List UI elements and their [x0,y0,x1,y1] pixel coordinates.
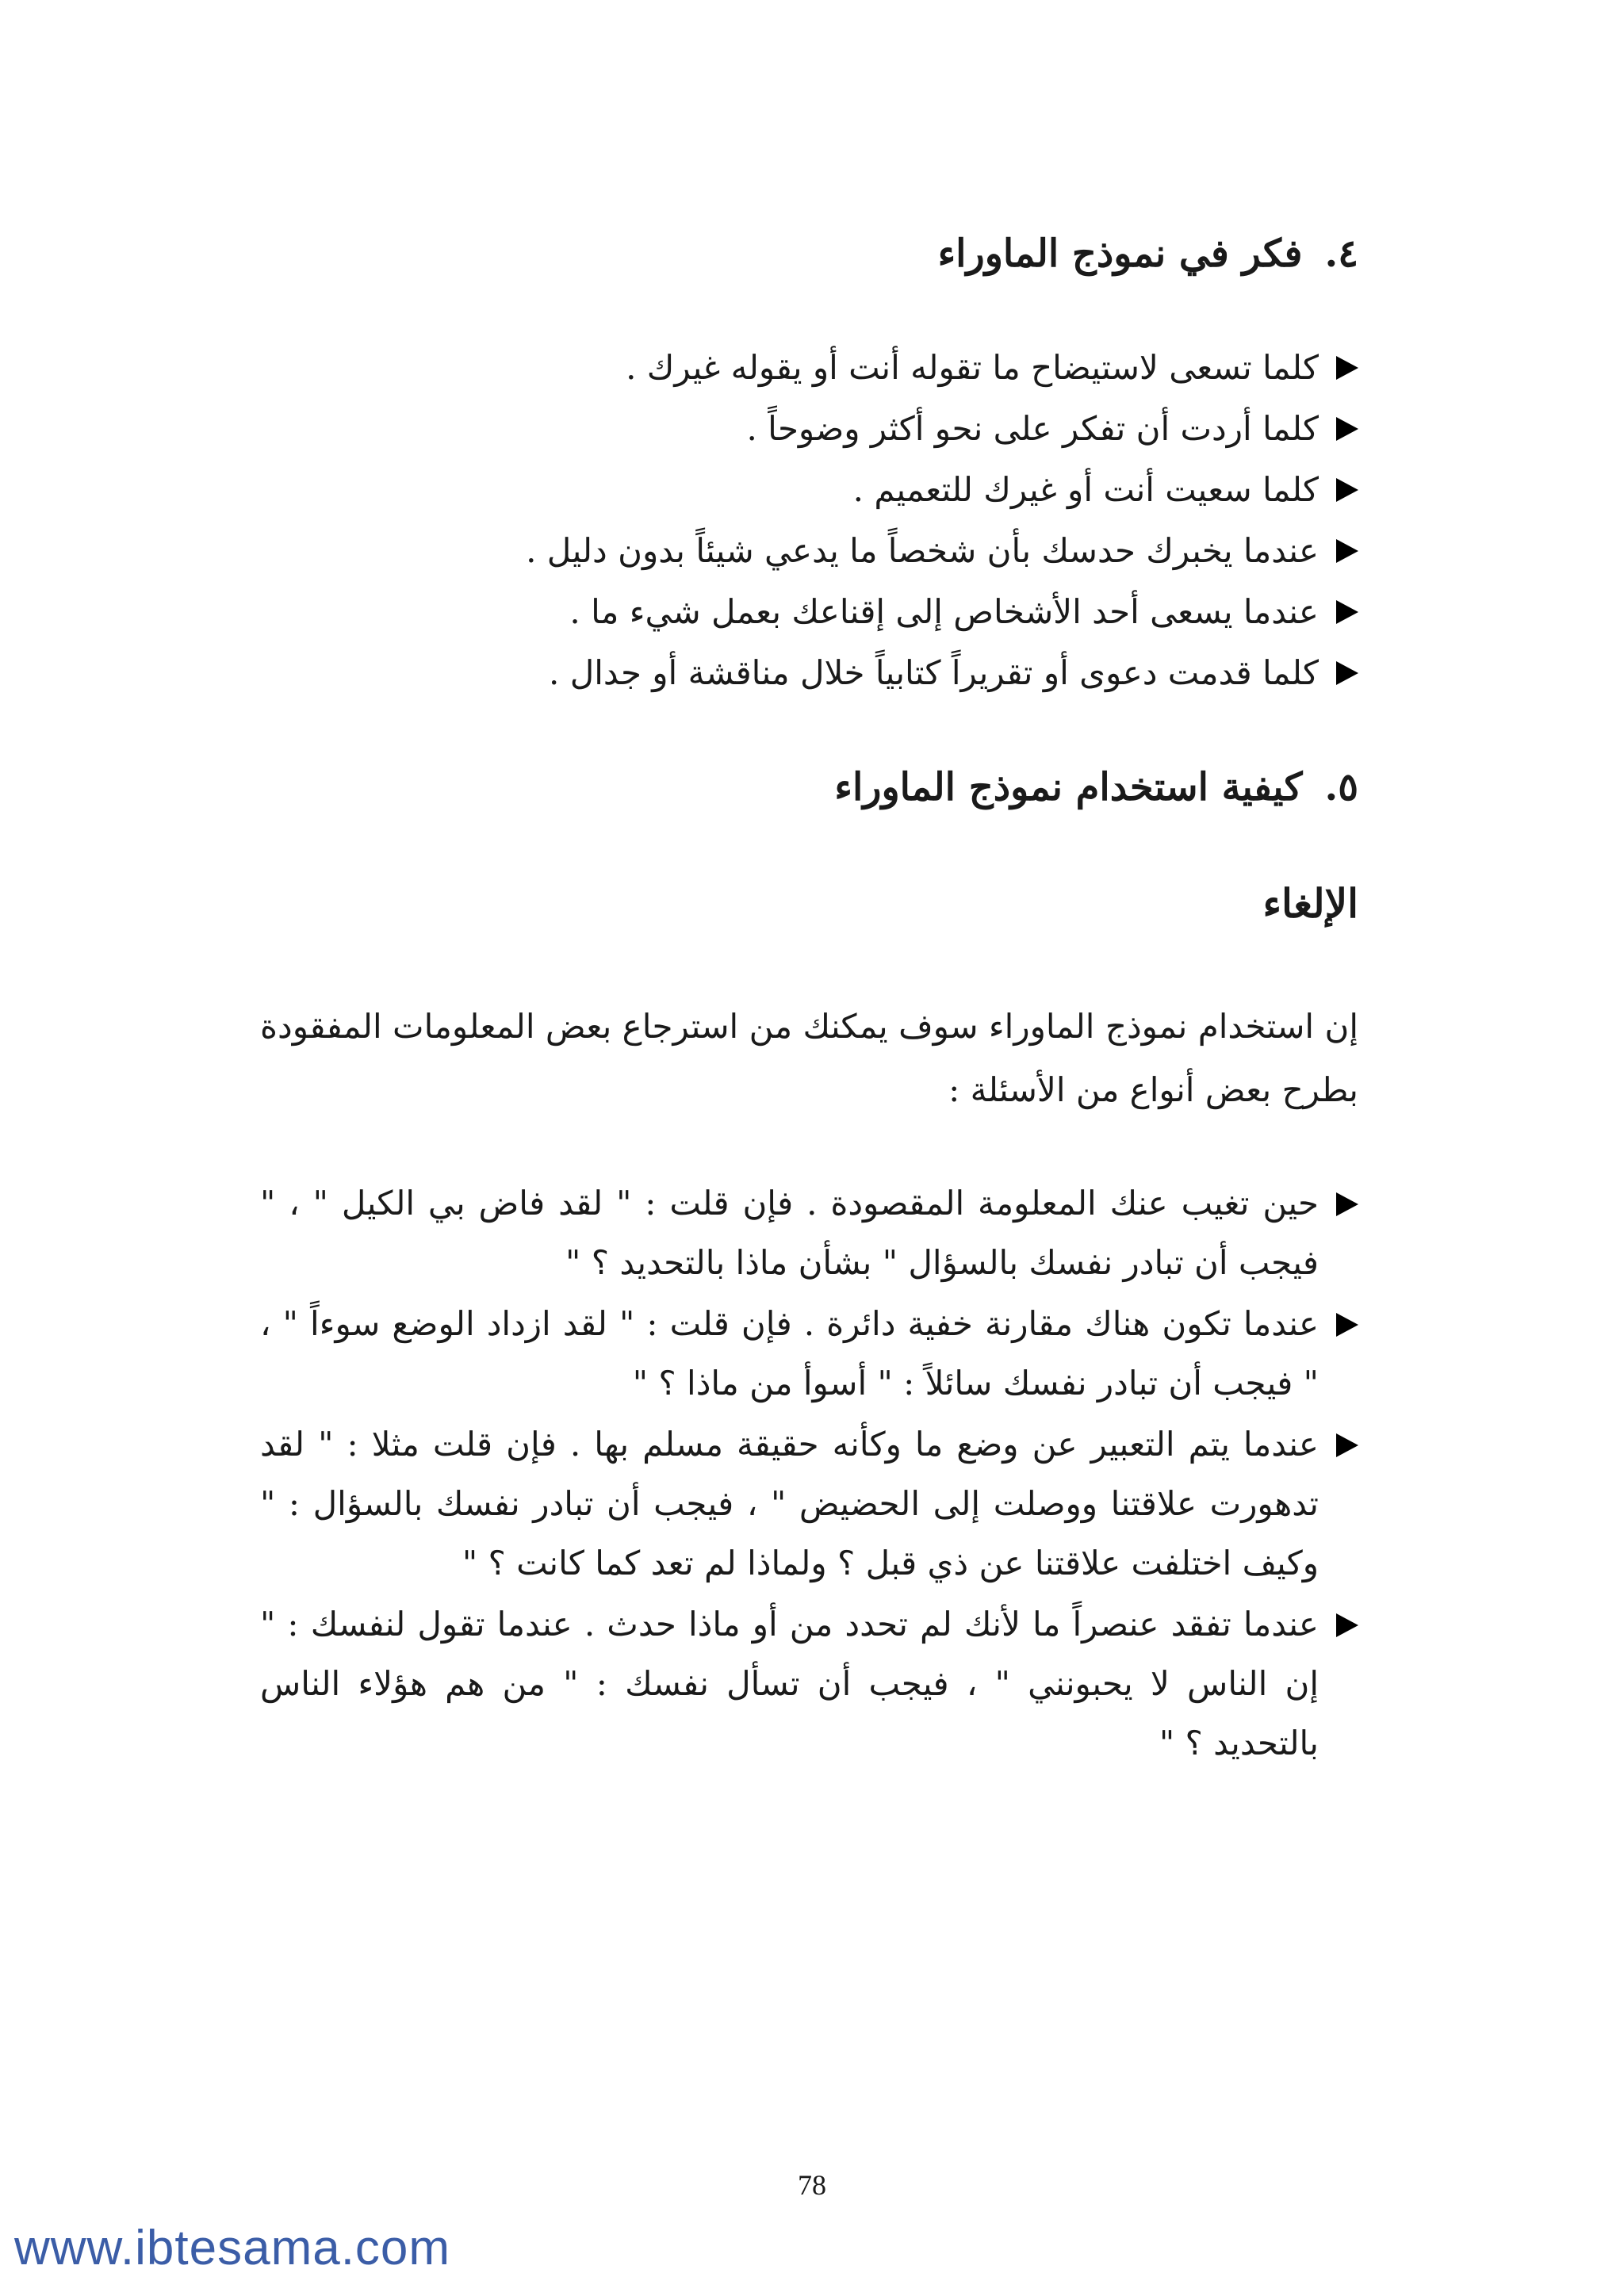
page-number: 78 [798,2169,826,2201]
section-4-number: ٤. [1324,232,1358,276]
website-watermark: www.ibtesama.com [14,2221,451,2275]
list-item [327,398,1358,459]
list-item-text: عندما تفقد عنصراً ما لأنك لم تحدد من أو ماذا حدث . عندما تقول لنفسك : " إن الناس لا يحبونني " ، فيجب أن تسأل نفسك : " من هم هؤلاء الناس بالتحديد ؟ " [260,1605,1319,1762]
section-5-title: كيفية استخدام نموذج الماوراء [834,765,1303,809]
bullet-triangle-icon [1336,1192,1358,1216]
list-item-text: عندما يتم التعبير عن وضع ما وكأنه حقيقة مسلم بها . فإن قلت مثلا : " لقد تدهورت علاقتنا ووصلت إلى الحضيض " ، فيجب أن تبادر نفسك بالسؤال : " وكيف اختلفت علاقتنا عن ذي قبل ؟ ولماذا لم تعد كما كانت ؟ " [260,1425,1319,1582]
section-4-title: فكر في نموذج الماوراء [937,232,1303,276]
intro-paragraph: إن استخدام نموذج الماوراء سوف يمكنك من استرجاع بعض المعلومات المفقودة بطرح بعض أنواع من الأسئلة : [260,1007,1358,1109]
list-item [260,1414,1358,1593]
section-5-heading [834,765,1358,809]
list-item [327,459,1358,520]
bullet-triangle-icon [1336,356,1358,380]
bullet-triangle-icon [1336,1613,1358,1637]
list-item [327,520,1358,581]
when-to-use-list [327,337,1358,703]
list-item [327,642,1358,703]
section-4-heading [938,232,1358,276]
bullet-triangle-icon [1336,600,1358,624]
list-item [327,337,1358,398]
section-5-number: ٥. [1324,765,1358,809]
list-item [327,581,1358,642]
list-item-text: كلما سعيت أنت أو غيرك للتعميم . [852,470,1319,509]
list-item-text: كلما أردت أن تفكر على نحو أكثر وضوحاً . [746,409,1319,448]
bullet-triangle-icon [1336,661,1358,685]
list-item [260,1294,1358,1413]
list-item-text: حين تغيب عنك المعلومة المقصودة . فإن قلت : " لقد فاض بي الكيل " ، " فيجب أن تبادر نفسك بالسؤال " بشأن ماذا بالتحديد ؟ " [260,1184,1319,1282]
bullet-triangle-icon [1336,539,1358,563]
bullet-triangle-icon [1336,1313,1358,1337]
examples-list [260,1173,1358,1773]
list-item-text: عندما تكون هناك مقارنة خفية دائرة . فإن قلت : " لقد ازداد الوضع سوءاً " ، " فيجب أن تبادر نفسك سائلاً : " أسوأ من ماذا ؟ " [260,1304,1319,1402]
list-item-text: عندما يسعى أحد الأشخاص إلى إقناعك بعمل شيء ما . [569,592,1319,631]
list-item [260,1594,1358,1773]
list-item-text: عندما يخبرك حدسك بأن شخصاً ما يدعي شيئاً بدون دليل . [526,531,1319,570]
bullet-triangle-icon [1336,1433,1358,1457]
list-item-text: كلما تسعى لاستيضاح ما تقوله أنت أو يقوله غيرك . [626,348,1319,387]
deletion-subheading: الإلغاء [1262,880,1358,927]
list-item [260,1173,1358,1292]
list-item-text: كلما قدمت دعوى أو تقريراً كتابياً خلال مناقشة أو جدال . [549,653,1319,692]
bullet-triangle-icon [1336,417,1358,441]
bullet-triangle-icon [1336,478,1358,502]
